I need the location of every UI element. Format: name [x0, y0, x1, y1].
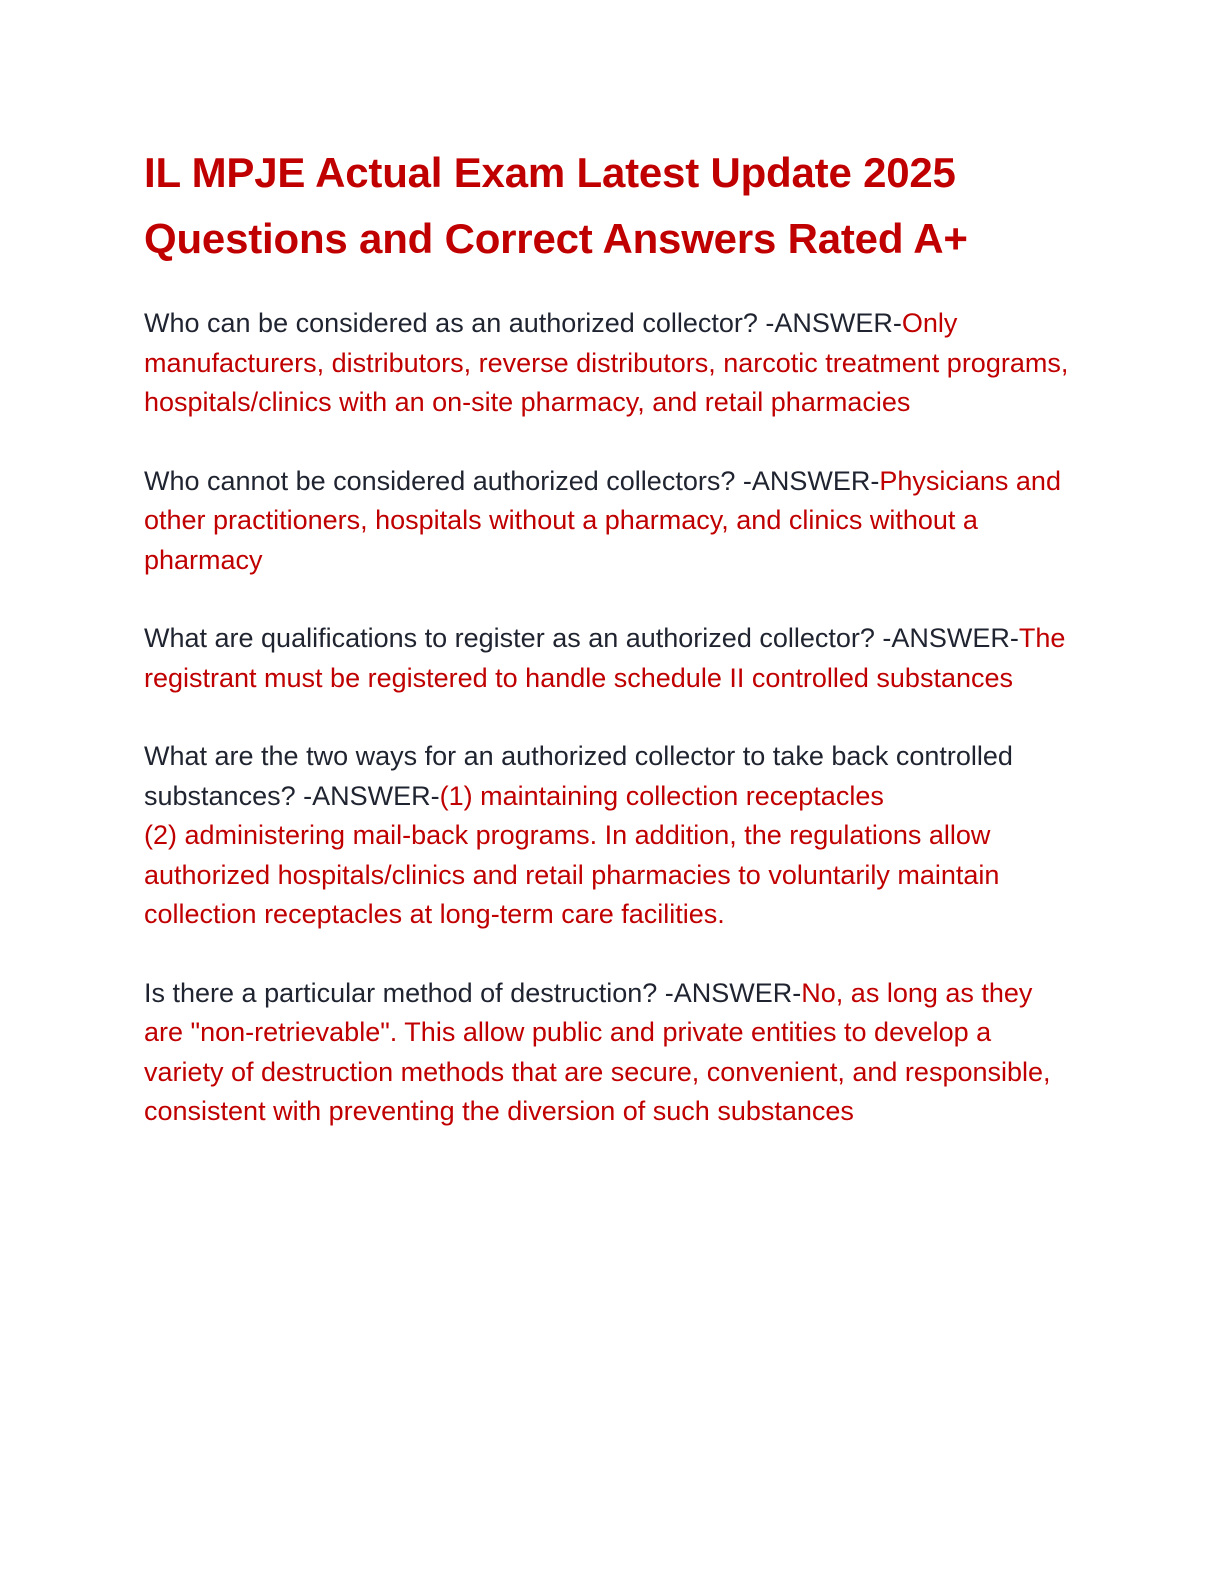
question-text: Is there a particular method of destruction? — [144, 977, 665, 1008]
question-text: What are qualifications to register as an authorized collector? — [144, 623, 883, 653]
qa-item — [144, 304, 1074, 423]
answer-separator: -ANSWER- — [303, 780, 440, 811]
qa-item — [144, 974, 1074, 1132]
qa-item — [144, 737, 1074, 935]
answer-text: Only manufacturers, distributors, reverse distributors, narcotic treatment programs, hospitals/clinics with an on-site pharmacy, and retail pharmacies — [144, 308, 1069, 417]
answer-separator: -ANSWER- — [664, 977, 802, 1008]
qa-list — [144, 304, 1074, 1132]
question-text: What are the two ways for an authorized collector to take back controlled substances? — [144, 741, 1013, 811]
answer-separator: -ANSWER- — [882, 623, 1019, 653]
answer-text: The registrant must be registered to handle schedule II controlled substances — [144, 623, 1066, 693]
answer-text: Physicians and other practitioners, hospitals without a pharmacy, and clinics without a pharmacy — [144, 465, 1061, 575]
question-text: Who cannot be considered authorized collectors? — [144, 465, 743, 496]
answer-text: (1) maintaining collection receptacles (2) administering mail-back programs. In addition, the regulations allow authorized hospitals/clinics and retail pharmacies to voluntarily maintain collection receptacles at long-term care facilities. — [144, 780, 1000, 929]
question-text: Who can be considered as an authorized collector? — [144, 308, 766, 338]
answer-separator: -ANSWER- — [742, 465, 880, 496]
document-title: IL MPJE Actual Exam Latest Update 2025 Questions and Correct Answers Rated A+ — [144, 149, 968, 262]
qa-item — [144, 462, 1074, 581]
answer-text: No, as long as they are "non-retrievable". This allow public and private entities to develop a variety of destruction methods that are secure, convenient, and responsible, consistent with preventing the diversion of such substances — [144, 977, 1051, 1126]
qa-item — [144, 619, 1074, 698]
document-page — [144, 140, 1074, 1171]
answer-separator: -ANSWER- — [765, 308, 902, 338]
